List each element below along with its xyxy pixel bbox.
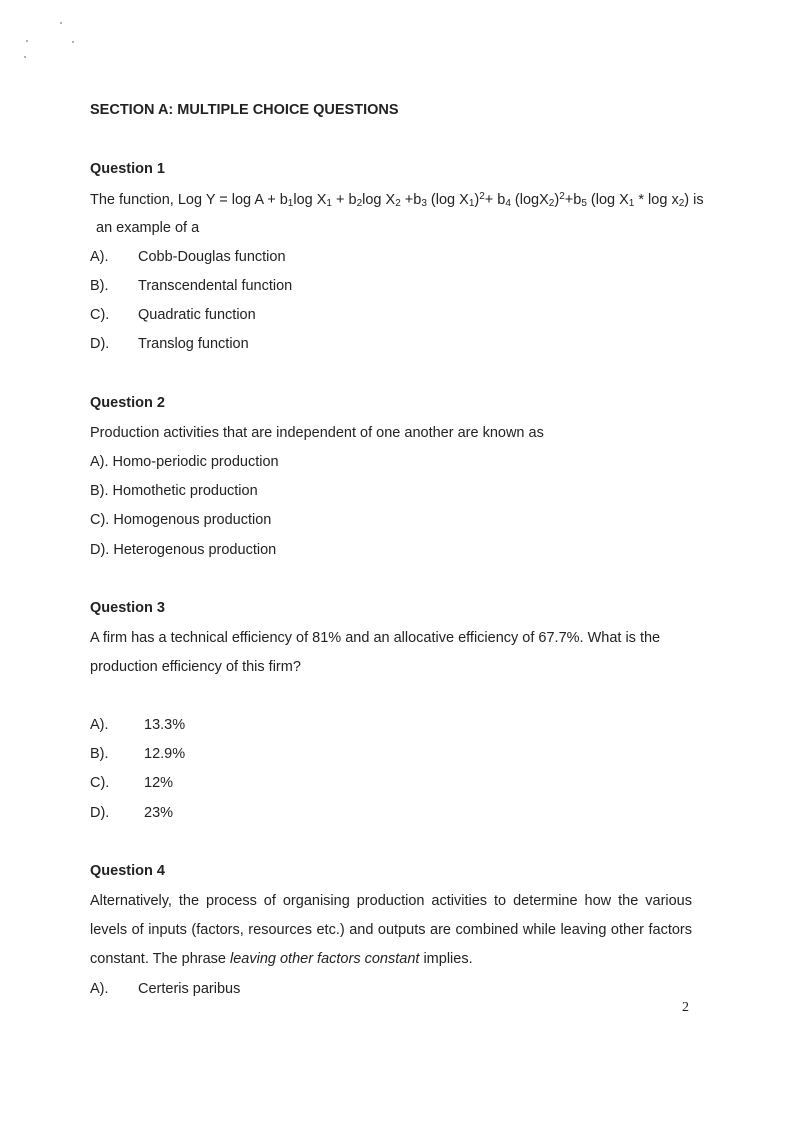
emphasized-phrase: leaving other factors constant (230, 951, 420, 967)
question-1-stem-line-1: The function, Log $Y = \log A + b_1\log$ $X_1 + b_2\log$ $X_2 +b_3$ (log $X_1)^2+ b_4$ $(\log X_2)^2+b_5$ (log $X_1$ * $\log x_2$) is (90, 191, 704, 209)
question-1-option-c: C). Quadratic function (90, 307, 256, 323)
question-3-stem-line-1: A firm has a technical efficiency of 81% and an allocative efficiency of 67.7%. What is the (90, 630, 661, 646)
question-4-heading: Question 4 (90, 863, 165, 879)
question-2-heading: Question 2 (90, 395, 165, 411)
question-3-heading: Question 3 (90, 600, 165, 616)
question-4-stem-line-1: Alternatively, the process of organising production activities to determine how the various (90, 893, 692, 909)
question-4-stem-line-2: levels of inputs (factors, resources etc.) and outputs are combined while leaving other factors (90, 922, 692, 938)
question-3-option-c: C). 12% (90, 775, 174, 791)
scan-speck (72, 41, 74, 43)
page-number: 2 (682, 1000, 689, 1015)
question-4-stem-line-3: constant. The phrase leaving other factors constant implies. (90, 951, 473, 967)
question-2-option-d: D). Heterogenous production (90, 542, 277, 558)
question-4-option-a: A). Certeris paribus (90, 981, 241, 997)
question-2-option-a: A). Homo-periodic production (90, 454, 279, 470)
question-2-option-c: C). Homogenous production (90, 512, 272, 528)
scan-speck (60, 22, 62, 24)
question-3-option-d: D). 23% (90, 805, 174, 821)
question-3-stem-line-2: production efficiency of this firm? (90, 659, 301, 675)
question-2-stem: Production activities that are independent of one another are known as (90, 425, 544, 441)
question-2-option-b: B). Homothetic production (90, 483, 258, 499)
scan-speck (24, 56, 26, 58)
question-3-option-a: A). 13.3% (90, 717, 186, 733)
question-1-option-d: D). Translog function (90, 336, 249, 352)
question-1-stem-line-2: an example of a (96, 220, 200, 236)
scan-speck (26, 40, 28, 42)
question-3-option-b: B). 12.9% (90, 746, 186, 762)
question-1-option-a: A). Cobb-Douglas function (90, 249, 286, 265)
question-1-heading: Question 1 (90, 161, 165, 177)
section-title: SECTION A: MULTIPLE CHOICE QUESTIONS (90, 102, 399, 118)
question-1-option-b: B). Transcendental function (90, 278, 293, 294)
